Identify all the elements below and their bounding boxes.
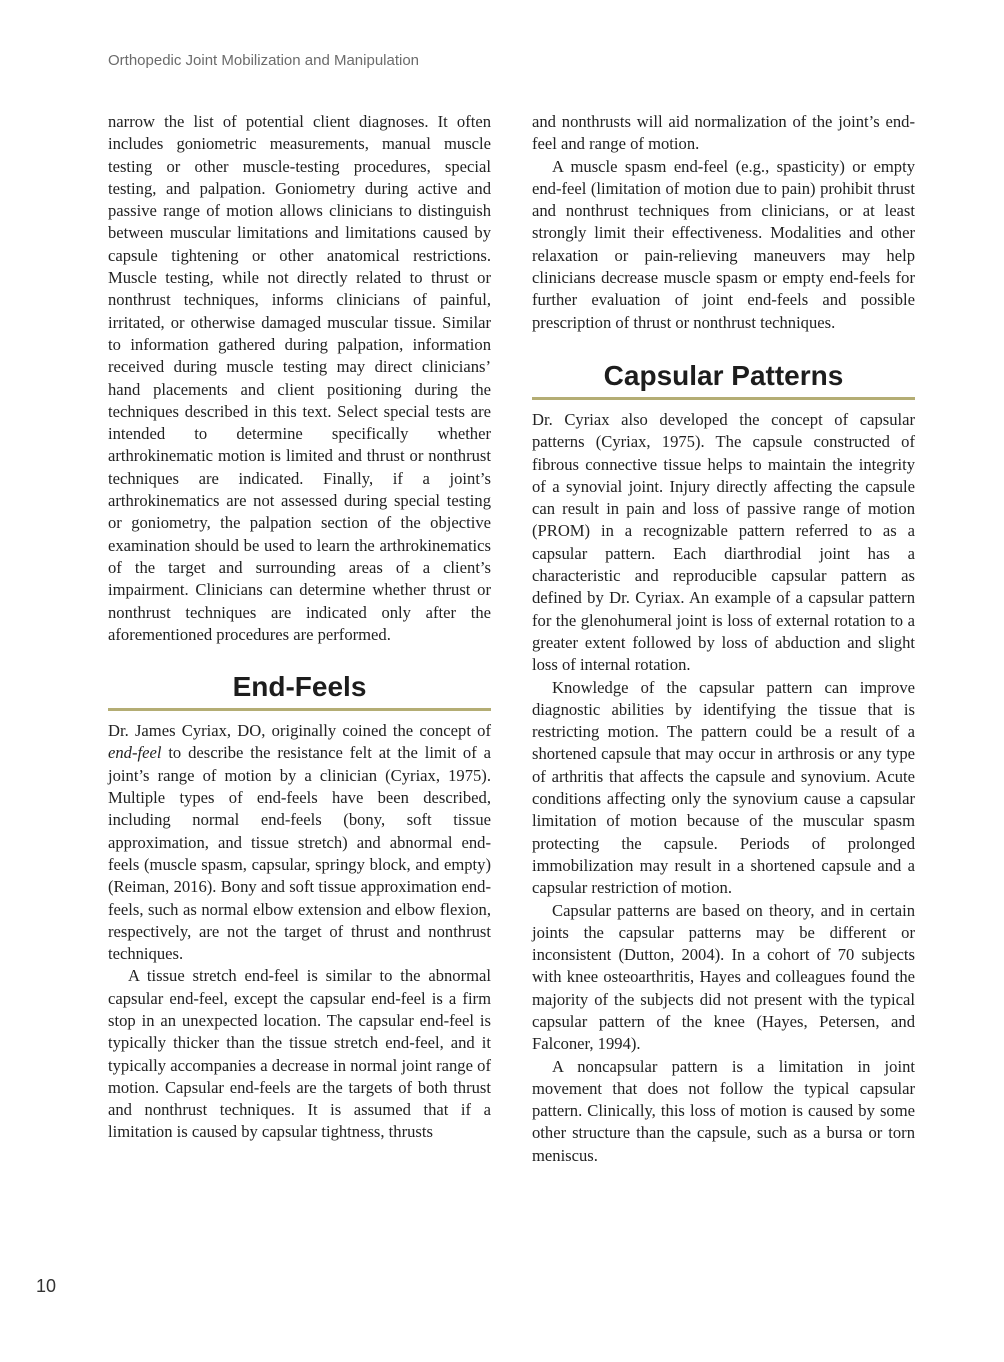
text-run: to describe the resistance felt at the limit of a joint’s range of motion by a clinician (Cyriax, 1975). Multiple types of end-feels have been described, including normal end-feels (bony, soft tissue approximation, and tissue stretch) and abnormal end-feels (muscle spasm, capsular, springy block, and empty) (Reiman, 2016). Bony and soft tissue approximation end-feels, such as normal elbow extension and elbow flexion, respectively, are not the target of thrust and nonthrust techniques. — [108, 743, 491, 964]
text-run: Dr. James Cyriax, DO, originally coined the concept of — [108, 721, 491, 741]
paragraph: and nonthrusts will aid normalization of the joint’s end-feel and range of motion. — [532, 112, 915, 154]
paragraph: narrow the list of potential client diagnoses. It often includes goniometric measurements, manual muscle testing or other muscle-testing procedures, special testing, and palpation. Goniometry during active and passive range of motion allows clinicians to distinguish between muscular limitations and limitations caused by capsule tightening or other anatomical restrictions. Muscle testing, while not directly related to thrust or nonthrust techniques, informs clinicians of painful, irritated, or otherwise damaged muscular tissue. Similar to information gathered during palpation, information received during muscle testing may direct clinicians’ hand placements and client positioning during the techniques described in this text. Select special tests are intended to determine specifically whether arthrokinematic motion is limited and thrust or nonthrust techniques are indicated. Finally, if a joint’s arthrokinematics are not assessed during special testing or goniometry, the palpation section of the objective examination should be used to learn the arthrokinematics of the target and surrounding areas of a client’s impairment. Clinicians can determine whether thrust or nonthrust techniques are indicated only after the aforementioned procedures are performed. — [108, 112, 491, 644]
paragraph: Capsular patterns are based on theory, and in certain joints the capsular patterns may be different or inconsistent (Dutton, 2004). In a cohort of 70 subjects with knee osteoarthritis, Hayes and colleagues found the majority of the subjects did not present with the typical capsular pattern of the knee (Hayes, Petersen, and Falconer, 1994). — [532, 900, 915, 1054]
paragraph: A noncapsular pattern is a limitation in joint movement that does not follow the typical capsular pattern. Clinically, this loss of motion is caused by some other structure than the capsule, such as a bursa or torn meniscus. — [532, 1056, 915, 1165]
paragraph: Dr. Cyriax also developed the concept of capsular patterns (Cyriax, 1975). The capsule constructed of fibrous connective tissue helps to maintain the integrity of a synovial joint. Injury directly affecting the capsule can result in pain and loss of passive range of motion (PROM) in a recognizable pattern referred to as a capsular pattern. Each diarthrodial joint has a characteristic and reproducible capsular pattern as defined by Dr. Cyriax. An example of a capsular pattern for the glenohumeral joint is loss of external rotation to a greater extent followed by loss of abduction and slight loss of internal rotation. — [532, 409, 915, 675]
italic-term: end-feel — [108, 743, 162, 763]
section-heading-capsular-patterns: Capsular Patterns — [532, 360, 915, 400]
left-column — [108, 111, 491, 1144]
page-number: 10 — [36, 1276, 57, 1296]
paragraph: A tissue stretch end-feel is similar to the abnormal capsular end-feel, except the capsular end-feel is a firm stop in an unexpected location. The capsular end-feel is typically thicker than the tissue stretch end-feel, and it typically accompanies a decrease in normal joint range of motion. Capsular end-feels are the targets of both thrust and nonthrust techniques. It is assumed that if a limitation is caused by capsular tightness, thrusts — [108, 966, 491, 1142]
paragraph: A muscle spasm end-feel (e.g., spasticity) or empty end-feel (limitation of motion due to pain) prohibit thrust and nonthrust techniques from clinicians, or at least strongly limit their effectiveness. Modalities and other relaxation or pain-relieving maneuvers may help clinicians decrease muscle spasm or empty end-feels for further evaluation of joint end-feels and possible prescription of thrust or nonthrust techniques. — [532, 156, 915, 332]
paragraph — [108, 720, 491, 965]
paragraph: Knowledge of the capsular pattern can improve diagnostic abilities by identifying the tissue that is restricting motion. The pattern could be a result of a shortened capsule that may occur in arthrosis or any type of arthritis that affects the capsule and synovium. Acute conditions affecting only the synovium cause a capsular limitation of motion because of the muscular spasm protecting the capsule. Periods of prolonged immobilization may result in a shortened capsule and a capsular restriction of motion. — [532, 677, 915, 898]
running-header: Orthopedic Joint Mobilization and Manipulation — [108, 52, 420, 69]
right-column — [532, 111, 915, 1167]
section-heading-end-feels: End-Feels — [108, 671, 491, 711]
